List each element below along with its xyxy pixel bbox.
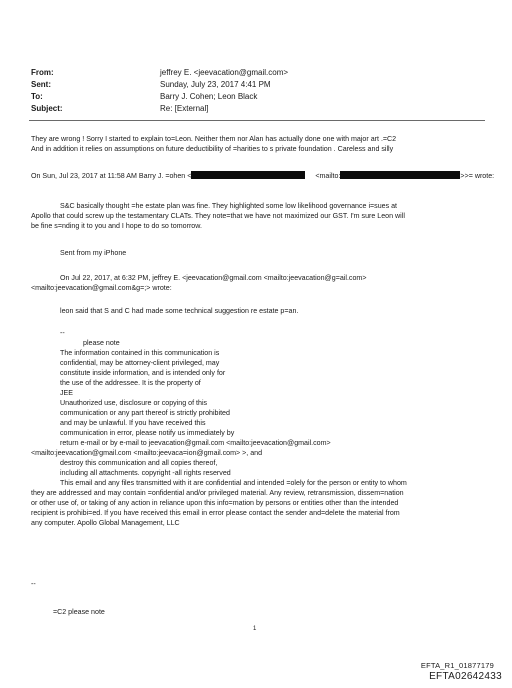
subject-label: Subject:: [31, 104, 63, 113]
disclaimer-line: or other use of, or taking of any action in reliance upon this info=mation by persons or entities other than the intended: [31, 499, 399, 507]
body-line: leon said that S and C had made some technical suggestion re estate p=an.: [60, 307, 299, 315]
body-line: S&C basically thought =he estate plan was fine. They highlighted some low likelihood governance i=sues at: [60, 202, 398, 210]
sent-value: Sunday, July 23, 2017 4:41 PM: [160, 80, 271, 89]
body-line: be fine s=nding it to you and I hope to do so tomorrow.: [31, 222, 202, 230]
from-label: From:: [31, 68, 54, 77]
separator-dashes: --: [31, 580, 36, 588]
bates-number-large: EFTA02642433: [429, 671, 502, 682]
page-number: 1: [253, 626, 257, 632]
separator-dashes: --: [60, 329, 65, 337]
redaction-block: [191, 171, 305, 179]
signature-line: communication or any part thereof is strictly prohibited: [60, 409, 230, 417]
wrote-text: >>= wrote:: [460, 172, 495, 180]
sent-from-line: Sent from my iPhone: [60, 249, 127, 257]
signature-line: and may be unlawful. If you have received this: [60, 419, 206, 427]
signature-line: please note: [83, 339, 120, 347]
signature-line: JEE: [60, 389, 74, 397]
header-divider: [29, 120, 485, 121]
to-value: Barry J. Cohen; Leon Black: [160, 92, 258, 101]
disclaimer-line: recipient is prohibi=ed. If you have received this email in error please contact the sender and=delete the material from: [31, 509, 400, 517]
quote-header-line: <mailto:jeevacation@gmail.com&g=;> wrote:: [31, 284, 172, 292]
quote-header-line: [31, 171, 494, 181]
signature-line: <mailto:jeevacation@gmail.com <mailto:jeevaca=ion@gmail.com> >, and: [31, 449, 263, 457]
signature-line: confidential, may be attorney-client privileged, may: [60, 359, 220, 367]
mailto-text: <mailto:: [315, 172, 341, 180]
signature-line: return e-mail or by e-mail to jeevacation@gmail.com <mailto:jeevacation@gmail.com>: [60, 439, 331, 447]
to-label: To:: [31, 92, 43, 101]
signature-line: constitute inside information, and is intended only for: [60, 369, 226, 377]
closing-line: =C2 please note: [53, 608, 105, 616]
signature-line: communication in error, please notify us immediately by: [60, 429, 235, 437]
signature-line: the use of the addressee. It is the property of: [60, 379, 201, 387]
signature-line: The information contained in this communication is: [60, 349, 220, 357]
quote-header-line: On Jul 22, 2017, at 6:32 PM, jeffrey E. <jeevacation@gmail.com <mailto:jeevacation@g=ail.com>: [60, 274, 367, 282]
disclaimer-line: any computer. Apollo Global Management, LLC: [31, 519, 180, 527]
disclaimer-line: they are addressed and may contain =onfidential and/or privileged material. Any review, retransmission, dissem=nation: [31, 489, 404, 497]
signature-line: Unauthorized use, disclosure or copying of this: [60, 399, 208, 407]
body-line: They are wrong ! Sorry I started to explain to=Leon. Neither them nor Alan has actually done one with major art .=C2: [31, 135, 397, 143]
bates-number-small: EFTA_R1_01877179: [420, 661, 494, 670]
signature-line: destroy this communication and all copies thereof,: [60, 459, 218, 467]
sent-label: Sent:: [31, 80, 51, 89]
body-line: Apollo that could screw up the testamentary CLATs. They note=that we have not maximized our GST. I'm sure Leon will: [31, 212, 405, 220]
signature-line: including all attachments. copyright -all rights reserved: [60, 469, 231, 477]
quote-header-text: On Sun, Jul 23, 2017 at 11:58 AM Barry J. =ohen <: [31, 172, 192, 180]
redaction-block: [340, 171, 460, 179]
body-line: And in addition it relies on assumptions on future deductibility of =harities to s private foundation . Careless and silly: [31, 145, 394, 153]
disclaimer-line: This email and any files transmitted with it are confidential and intended =olely for the person or entity to whom: [60, 479, 407, 487]
subject-value: Re: [External]: [160, 104, 209, 113]
from-value: jeffrey E. <jeevacation@gmail.com>: [160, 68, 289, 77]
